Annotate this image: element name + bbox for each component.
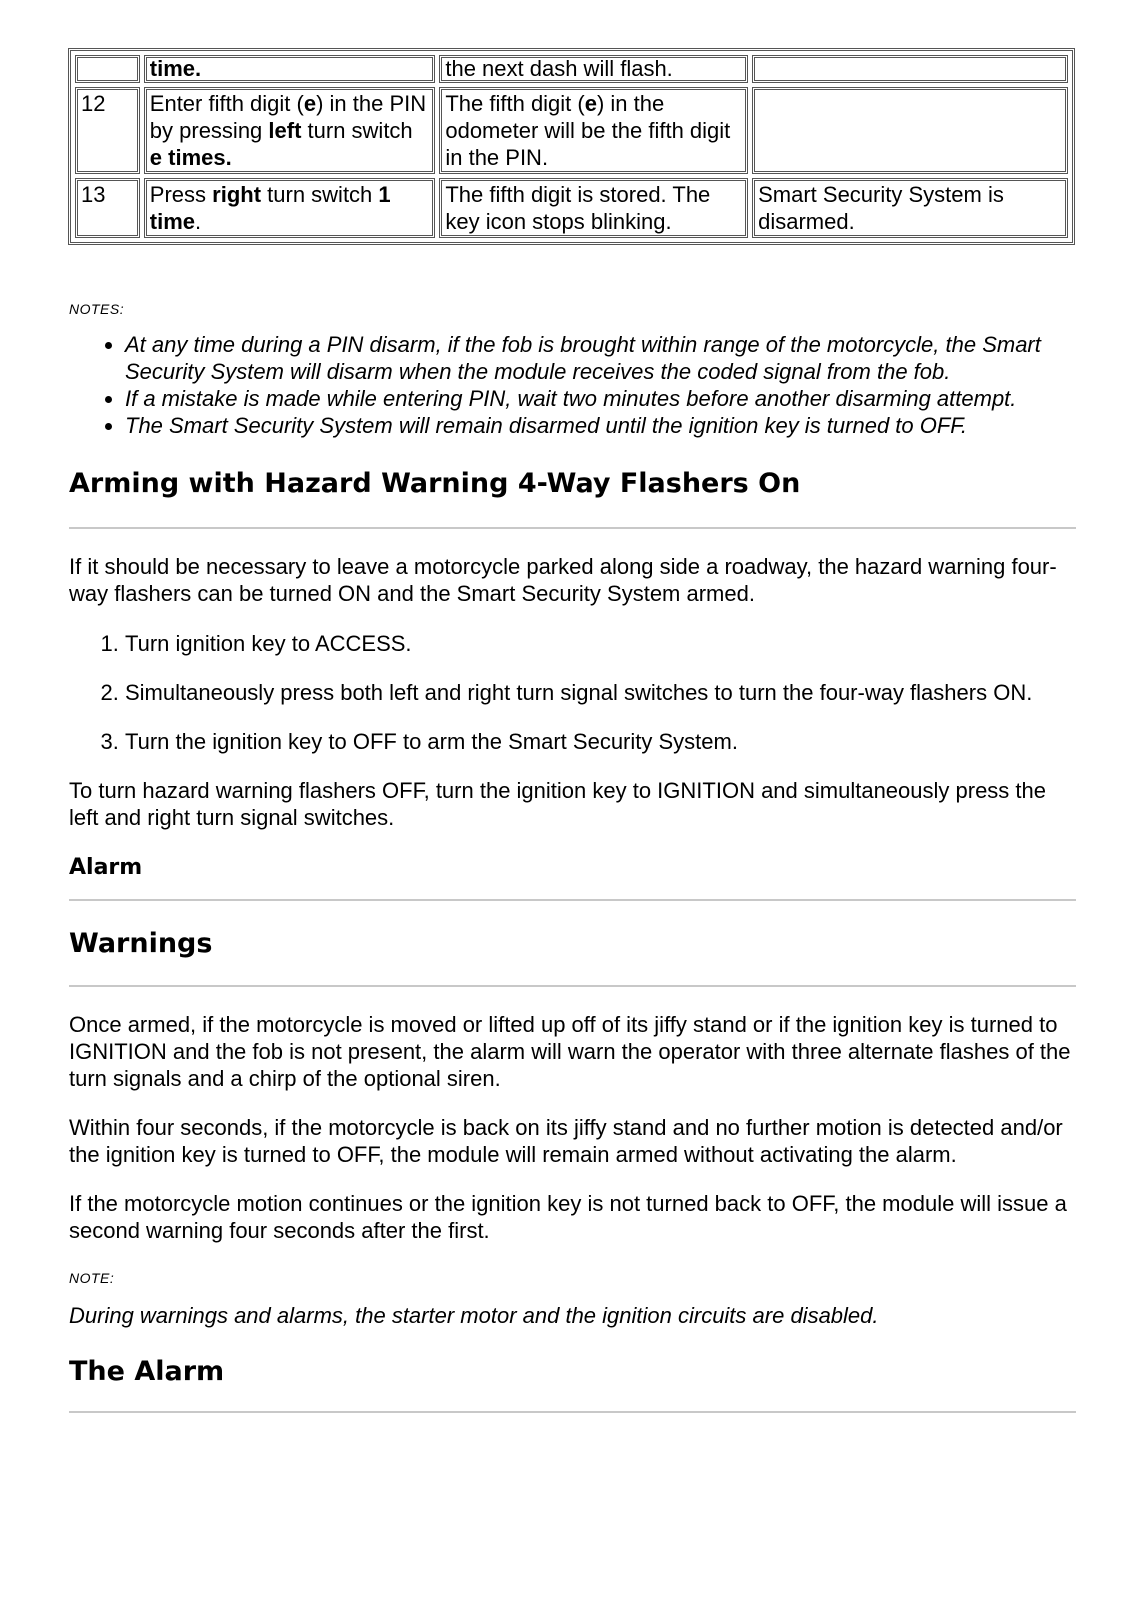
result-cell: The fifth digit is stored. The key icon stops blinking. bbox=[439, 178, 748, 238]
document-page bbox=[69, 48, 1076, 1413]
divider bbox=[69, 899, 1076, 901]
arming-steps bbox=[69, 630, 1076, 755]
procedure-table bbox=[68, 48, 1075, 245]
step-number-cell: 12 bbox=[75, 87, 140, 174]
list-item: 1. Turn ignition key to ACCESS. bbox=[125, 630, 1076, 657]
note-text: During warnings and alarms, the starter motor and the ignition circuits are disabled. bbox=[69, 1303, 879, 1328]
arming-outro: To turn hazard warning flashers OFF, turn the ignition key to IGNITION and simultaneously press the left and right turn signal switches. bbox=[69, 778, 1047, 830]
action-cell: time. bbox=[144, 55, 436, 83]
table-row bbox=[75, 178, 1068, 238]
section-heading-alarm: Alarm bbox=[69, 855, 143, 880]
divider bbox=[69, 985, 1076, 987]
list-item: • If a mistake is made while entering PIN, wait two minutes before another disarming attempt. bbox=[125, 385, 1076, 412]
step-number-cell: 13 bbox=[75, 178, 140, 238]
notes-label: NOTES: bbox=[69, 301, 125, 317]
step-number-cell bbox=[75, 55, 140, 83]
table-row bbox=[75, 55, 1068, 83]
arming-intro: If it should be necessary to leave a motorcycle parked along side a roadway, the hazard warning four-way flashers can be turned ON and the Smart Security System armed. bbox=[69, 554, 1057, 606]
note-cell: Smart Security System is disarmed. bbox=[752, 178, 1068, 238]
section-heading-arming: Arming with Hazard Warning 4-Way Flashers On bbox=[69, 468, 801, 499]
divider bbox=[69, 527, 1076, 529]
note-cell bbox=[752, 55, 1068, 83]
divider bbox=[69, 1411, 1076, 1413]
action-cell: Enter fifth digit (e) in the PIN by pressing left turn switch e times. bbox=[144, 87, 436, 174]
list-item: 2. Simultaneously press both left and right turn signal switches to turn the four-way flashers ON. bbox=[125, 679, 1076, 706]
result-cell: The fifth digit (e) in the odometer will be the fifth digit in the PIN. bbox=[439, 87, 748, 174]
list-item: • At any time during a PIN disarm, if the fob is brought within range of the motorcycle, the Smart Security System will disarm when the module receives the coded signal from the fob. bbox=[125, 331, 1076, 385]
notes-list bbox=[69, 331, 1076, 439]
table-row bbox=[75, 87, 1068, 174]
warnings-paragraph: If the motorcycle motion continues or the ignition key is not turned back to OFF, the module will issue a second warning four seconds after the first. bbox=[69, 1191, 1067, 1243]
note-cell bbox=[752, 87, 1068, 174]
section-heading-warnings: Warnings bbox=[69, 928, 213, 959]
warnings-paragraph: Once armed, if the motorcycle is moved or lifted up off of its jiffy stand or if the ignition key is turned to IGNITION and the fob is not present, the alarm will warn the operator with three alternate flashes of the turn signals and a chirp of the optional siren. bbox=[69, 1012, 1071, 1091]
result-cell: the next dash will flash. bbox=[439, 55, 748, 83]
section-heading-the-alarm: The Alarm bbox=[69, 1356, 225, 1387]
list-item: • The Smart Security System will remain disarmed until the ignition key is turned to OFF. bbox=[125, 412, 1076, 439]
note-label: NOTE: bbox=[69, 1270, 115, 1286]
action-cell: Press right turn switch 1 time. bbox=[144, 178, 436, 238]
list-item: 3. Turn the ignition key to OFF to arm the Smart Security System. bbox=[125, 728, 1076, 755]
warnings-paragraph: Within four seconds, if the motorcycle is back on its jiffy stand and no further motion is detected and/or the ignition key is turned to OFF, the module will remain armed without activating the alarm. bbox=[69, 1115, 1063, 1167]
